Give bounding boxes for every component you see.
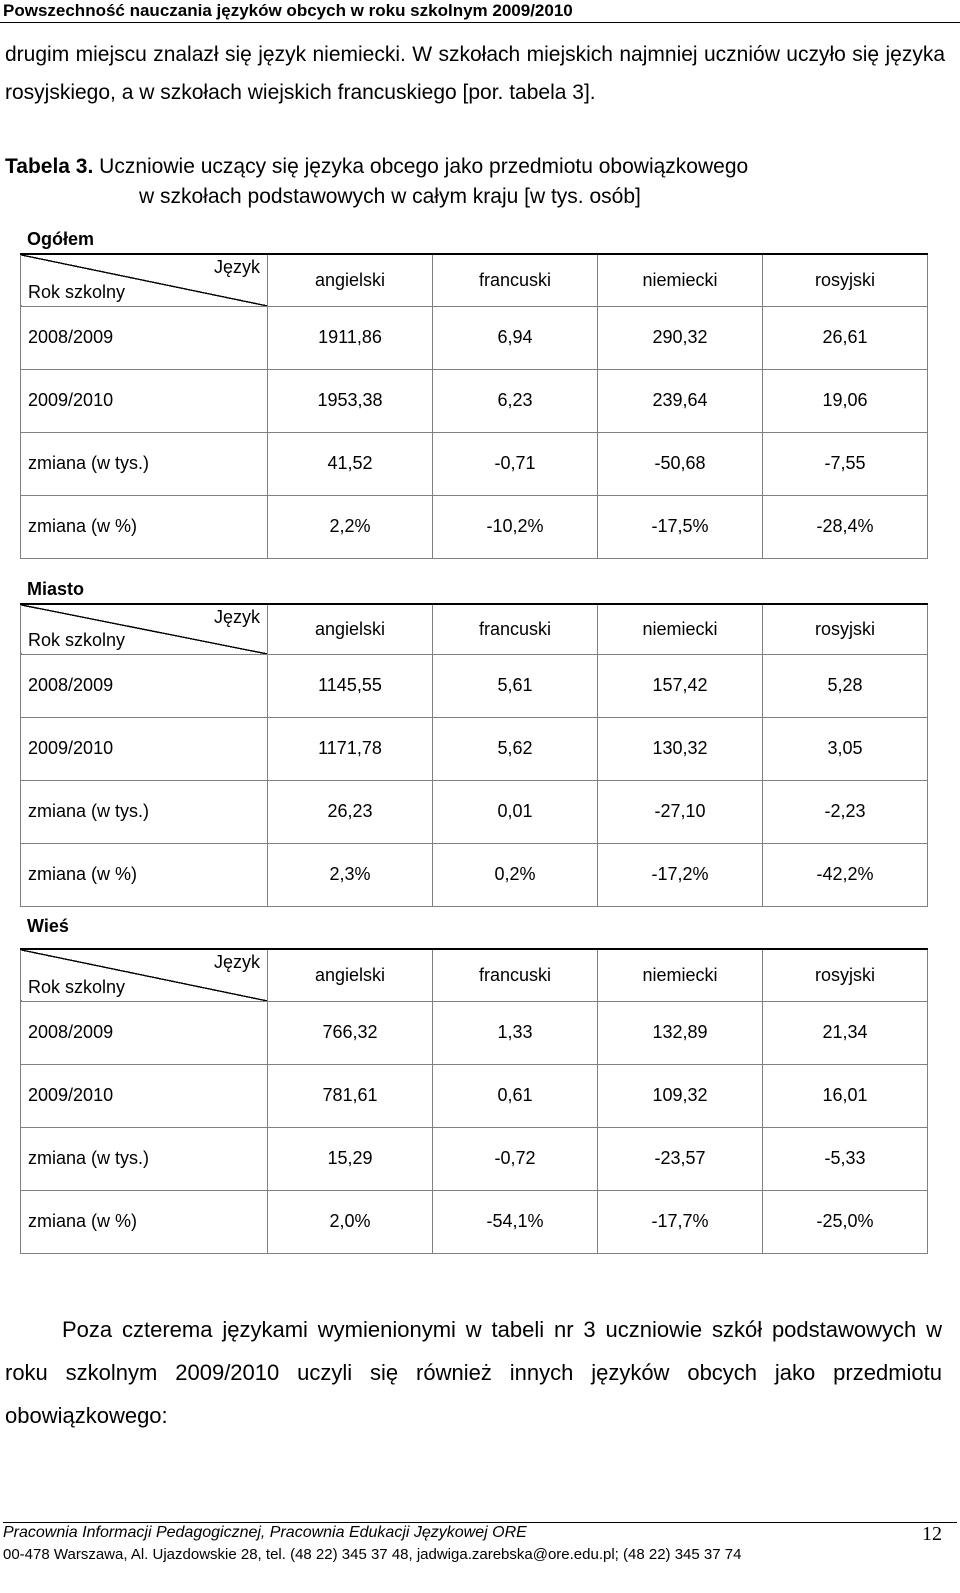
- table-row: [21, 780, 928, 843]
- table-cell: 19,06: [763, 369, 928, 432]
- header-title: Powszechność nauczania języków obcych w roku szkolnym 2009/2010: [3, 1, 573, 20]
- column-header: angielski: [268, 254, 433, 306]
- table-cell: 15,29: [268, 1127, 433, 1190]
- table-wies: [20, 948, 928, 1254]
- table-row: [21, 717, 928, 780]
- row-label: 2008/2009: [21, 1001, 268, 1064]
- footer-line-2: 00-478 Warszawa, Al. Ujazdowskie 28, tel. (48 22) 345 37 48, jadwiga.zarebska@ore.edu.pl; (48 22) 345 37 74: [3, 1546, 742, 1563]
- table-cell: 0,61: [433, 1064, 598, 1127]
- table-cell: 109,32: [598, 1064, 763, 1127]
- table-cell: 26,23: [268, 780, 433, 843]
- table-cell: 0,01: [433, 780, 598, 843]
- diag-label-school-year: Rok szkolny: [28, 629, 126, 650]
- table-row: [21, 1127, 928, 1190]
- table-cell: 130,32: [598, 717, 763, 780]
- diagonal-header-cell: [21, 254, 268, 306]
- row-label: 2009/2010: [21, 369, 268, 432]
- table-row: [21, 306, 928, 369]
- table-cell: -17,5%: [598, 495, 763, 558]
- row-label: zmiana (w tys.): [21, 780, 268, 843]
- row-label: 2008/2009: [21, 654, 268, 717]
- table-row: [21, 1001, 928, 1064]
- table-cell: -7,55: [763, 432, 928, 495]
- section-label-miasto: Miasto: [27, 579, 85, 599]
- table-cell: 1953,38: [268, 369, 433, 432]
- closing-paragraph: Poza czterema językami wymienionymi w tabeli nr 3 uczniowie szkół podstawowych w roku szkolnym 2009/2010 uczyli się również innych języków obcych jako przedmiotu obowiązkowego:: [5, 1317, 942, 1428]
- section-label-wies: Wieś: [27, 916, 69, 936]
- table-cell: 21,34: [763, 1001, 928, 1064]
- column-header: niemiecki: [598, 949, 763, 1001]
- table-cell: -2,23: [763, 780, 928, 843]
- diag-label-language: Język: [213, 607, 260, 627]
- table-row: [21, 1190, 928, 1253]
- table-cell: 766,32: [268, 1001, 433, 1064]
- table-cell: 781,61: [268, 1064, 433, 1127]
- footer-line-1: Pracownia Informacji Pedagogicznej, Pracownia Edukacji Językowej ORE: [3, 1524, 527, 1541]
- section-label-ogolem: Ogółem: [27, 229, 95, 249]
- table-row: [21, 654, 928, 717]
- row-label: zmiana (w %): [21, 843, 268, 906]
- table-row: [21, 843, 928, 906]
- table-row: [21, 369, 928, 432]
- column-header: angielski: [268, 604, 433, 654]
- page-number: 12: [922, 1523, 942, 1545]
- table-cell: 157,42: [598, 654, 763, 717]
- table-cell: -50,68: [598, 432, 763, 495]
- table-cell: 1145,55: [268, 654, 433, 717]
- diag-label-school-year: Rok szkolny: [28, 281, 126, 302]
- table-row: [21, 495, 928, 558]
- caption-line-2: w szkołach podstawowych w całym kraju [w tys. osób]: [139, 185, 641, 208]
- table-cell: 1171,78: [268, 717, 433, 780]
- table-cell: -17,7%: [598, 1190, 763, 1253]
- table-cell: -5,33: [763, 1127, 928, 1190]
- table-cell: 2,2%: [268, 495, 433, 558]
- intro-paragraph: drugim miejscu znalazł się język niemiecki. W szkołach miejskich najmniej uczniów uczyło się języka rosyjskiego, a w szkołach wiejskich francuskiego [por. tabela 3].: [5, 43, 945, 104]
- column-header: francuski: [433, 949, 598, 1001]
- table-header-row: [21, 949, 928, 1001]
- row-label: 2009/2010: [21, 717, 268, 780]
- row-label: 2008/2009: [21, 306, 268, 369]
- diag-label-language: Język: [213, 952, 260, 972]
- table-row: [21, 432, 928, 495]
- diag-label-language: Język: [213, 257, 260, 277]
- column-header: niemiecki: [598, 604, 763, 654]
- table-cell: -23,57: [598, 1127, 763, 1190]
- table-miasto: [20, 603, 928, 907]
- table-cell: 132,89: [598, 1001, 763, 1064]
- table-cell: 6,23: [433, 369, 598, 432]
- column-header: rosyjski: [763, 604, 928, 654]
- column-header: francuski: [433, 604, 598, 654]
- table-cell: -0,71: [433, 432, 598, 495]
- row-label: 2009/2010: [21, 1064, 268, 1127]
- column-header: rosyjski: [763, 949, 928, 1001]
- table-cell: 5,62: [433, 717, 598, 780]
- table-header-row: [21, 254, 928, 306]
- table-cell: -10,2%: [433, 495, 598, 558]
- column-header: angielski: [268, 949, 433, 1001]
- table-cell: 1911,86: [268, 306, 433, 369]
- table-cell: 5,28: [763, 654, 928, 717]
- table-cell: -0,72: [433, 1127, 598, 1190]
- table-cell: 2,0%: [268, 1190, 433, 1253]
- footer-divider: [3, 1522, 957, 1523]
- diag-label-school-year: Rok szkolny: [28, 976, 126, 997]
- column-header: niemiecki: [598, 254, 763, 306]
- caption-label: Tabela 3.: [5, 155, 94, 178]
- table-cell: 26,61: [763, 306, 928, 369]
- table-cell: 6,94: [433, 306, 598, 369]
- row-label: zmiana (w tys.): [21, 432, 268, 495]
- table-header-row: [21, 604, 928, 654]
- table-cell: 5,61: [433, 654, 598, 717]
- column-header: rosyjski: [763, 254, 928, 306]
- column-header: francuski: [433, 254, 598, 306]
- row-label: zmiana (w tys.): [21, 1127, 268, 1190]
- table-cell: 3,05: [763, 717, 928, 780]
- table-cell: 41,52: [268, 432, 433, 495]
- table-cell: 290,32: [598, 306, 763, 369]
- table-caption: [5, 152, 950, 212]
- table-cell: 16,01: [763, 1064, 928, 1127]
- row-label: zmiana (w %): [21, 495, 268, 558]
- table-cell: 1,33: [433, 1001, 598, 1064]
- table-cell: 0,2%: [433, 843, 598, 906]
- caption-line-1: Uczniowie uczący się języka obcego jako przedmiotu obowiązkowego: [99, 155, 749, 178]
- table-cell: -28,4%: [763, 495, 928, 558]
- diagonal-header-cell: [21, 604, 268, 654]
- table-cell: 2,3%: [268, 843, 433, 906]
- diagonal-header-cell: [21, 949, 268, 1001]
- row-label: zmiana (w %): [21, 1190, 268, 1253]
- table-cell: -27,10: [598, 780, 763, 843]
- table-row: [21, 1064, 928, 1127]
- page-header: [0, 0, 960, 23]
- table-cell: -25,0%: [763, 1190, 928, 1253]
- table-cell: -42,2%: [763, 843, 928, 906]
- table-cell: -17,2%: [598, 843, 763, 906]
- table-cell: -54,1%: [433, 1190, 598, 1253]
- table-ogolem: [20, 253, 928, 559]
- table-cell: 239,64: [598, 369, 763, 432]
